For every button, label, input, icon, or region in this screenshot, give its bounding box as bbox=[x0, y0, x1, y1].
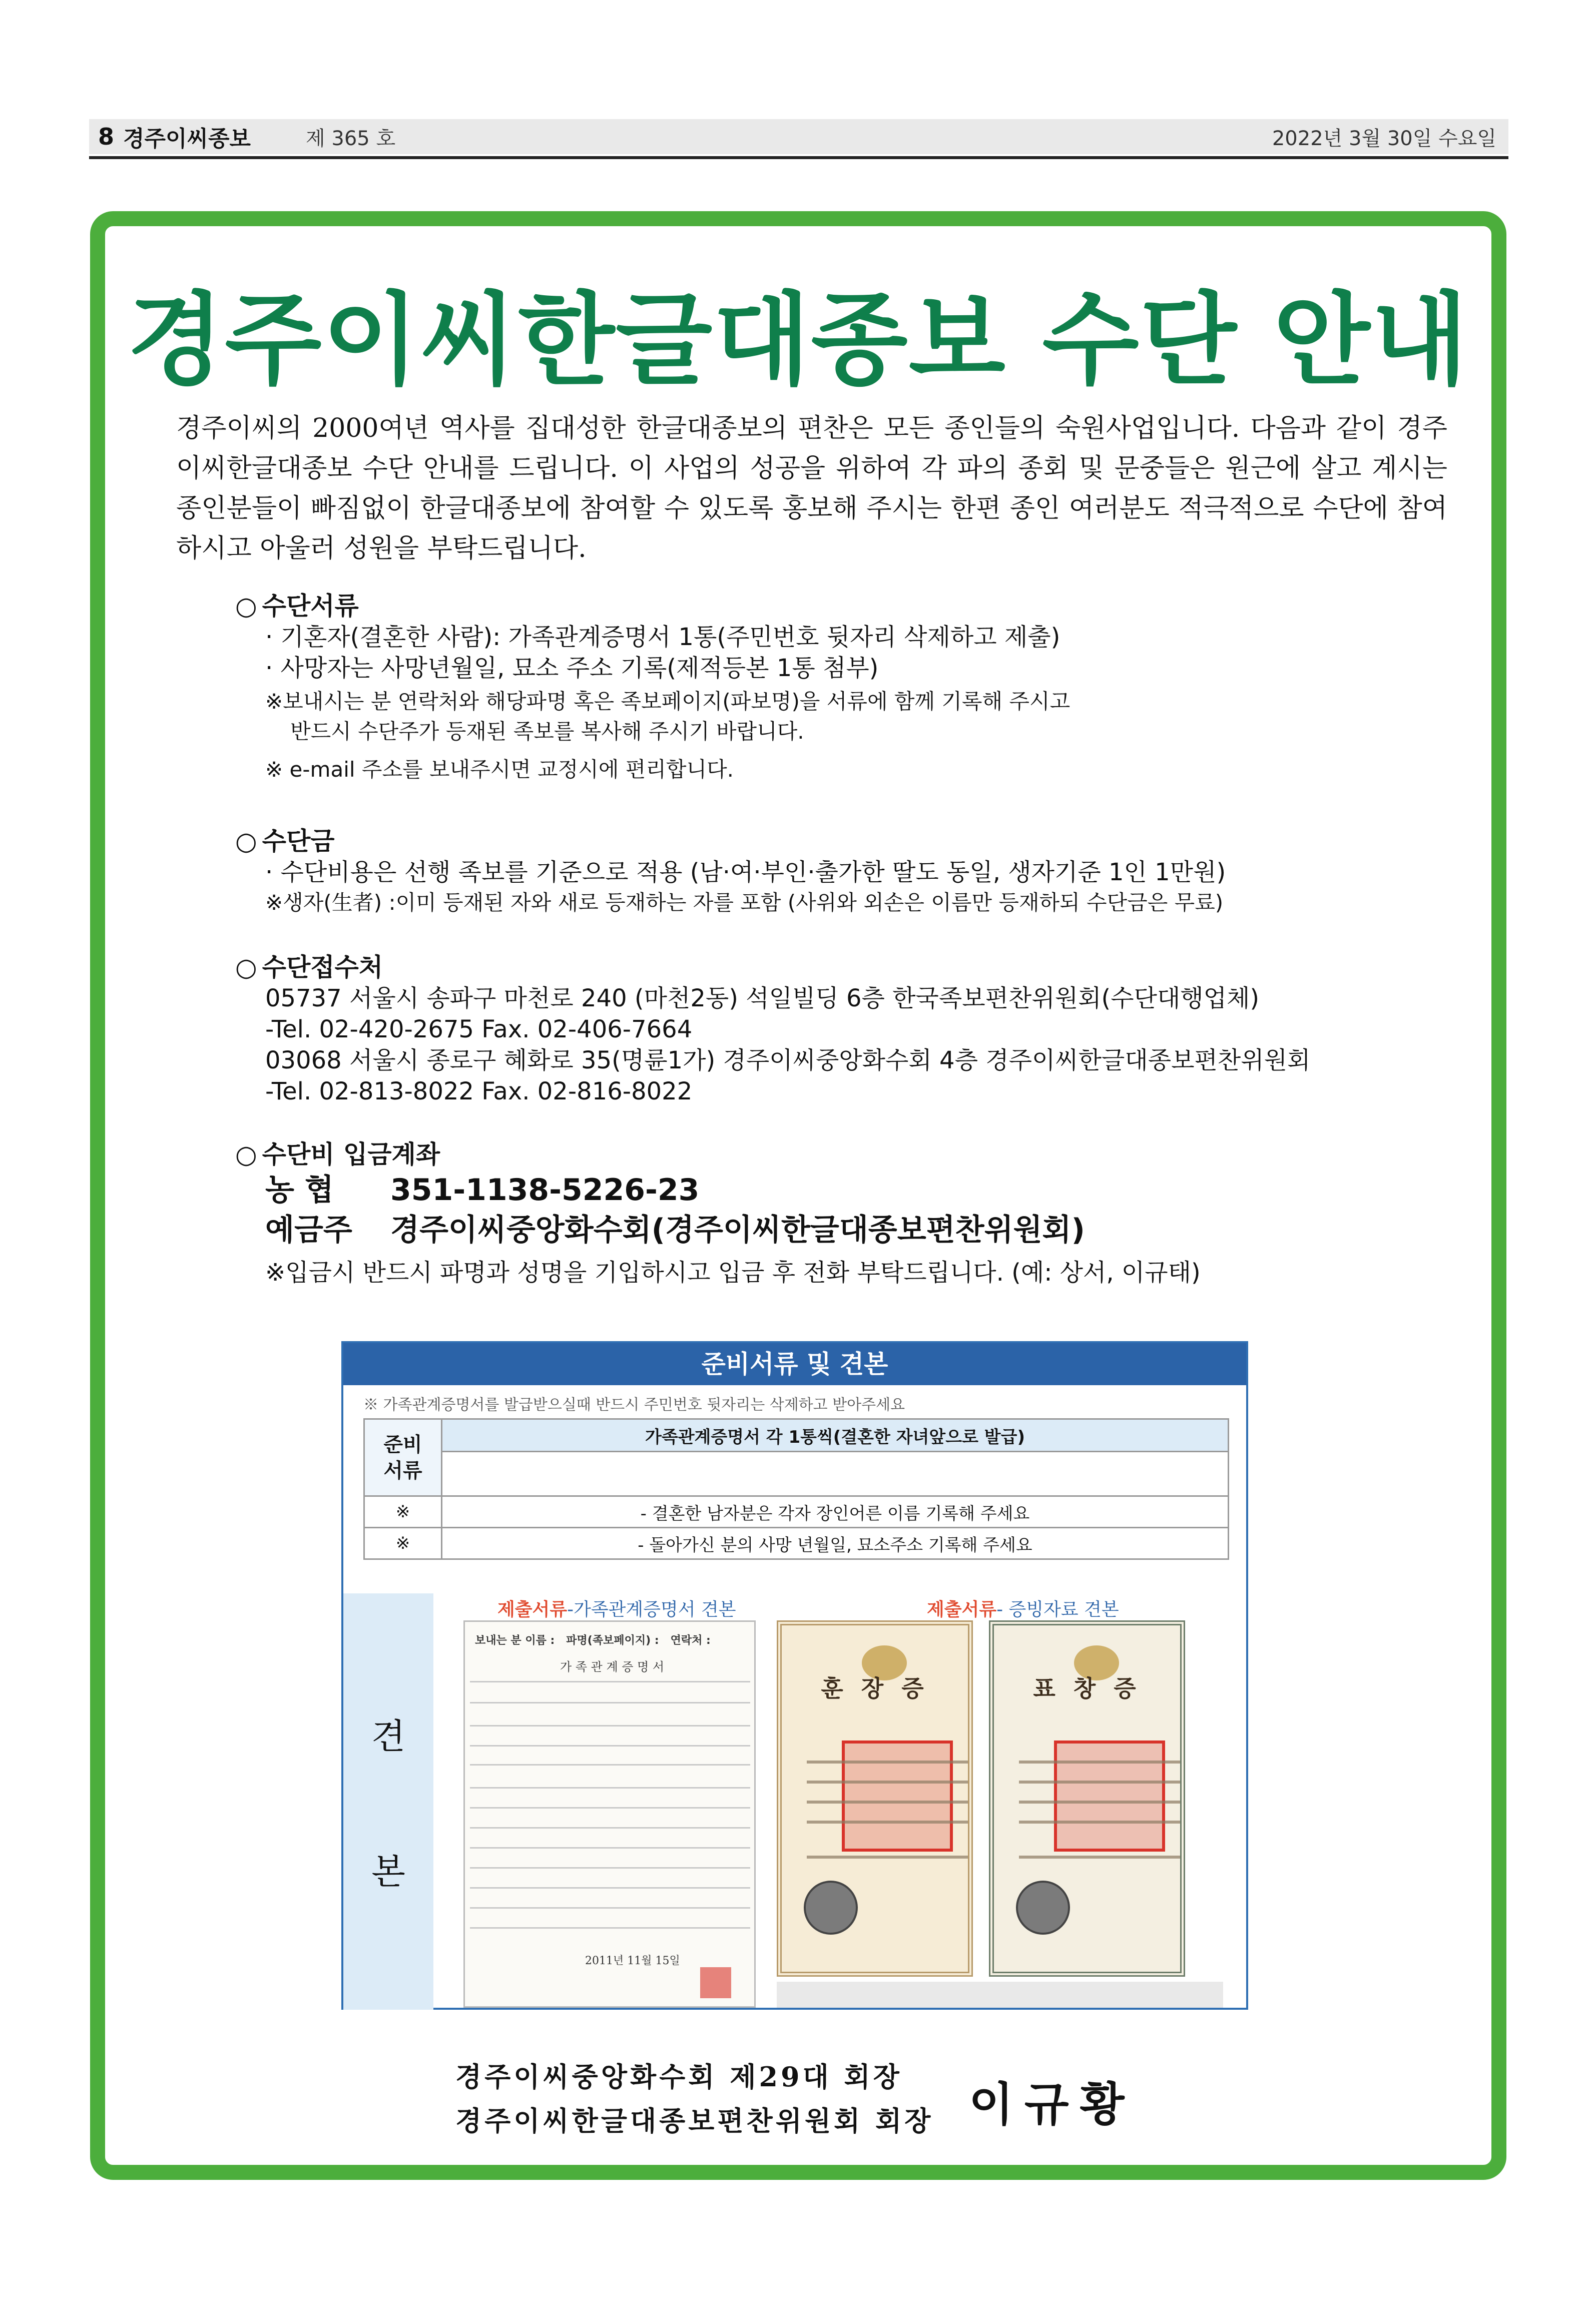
section-line: · 수단비용은 선행 족보를 기준으로 적용 (남·여·부인·출가한 딸도 동일, 생자기준 1인 1만원) bbox=[265, 858, 1226, 886]
phone-line: -Tel. 02-813-8022 Fax. 02-816-8022 bbox=[265, 1077, 693, 1105]
bank-account-row bbox=[235, 1170, 1486, 1210]
red-seal-icon bbox=[700, 1967, 731, 1998]
table-label: 준비 서류 bbox=[364, 1419, 442, 1496]
panel-note: ※ 가족관계증명서를 발급받으실때 반드시 주민번호 뒷자리는 삭제하고 받아주세요 bbox=[363, 1396, 905, 1414]
signature-line: 경주이씨중앙화수회 제29대 회장 bbox=[455, 2061, 902, 2093]
gray-placeholder bbox=[777, 1982, 1223, 2008]
section-fee bbox=[235, 826, 1486, 918]
signature-line: 경주이씨한글대종보편찬위원회 회장 bbox=[455, 2105, 934, 2137]
holder-name: 경주이씨중앙화수회(경주이씨한글대종보편찬위원회) bbox=[390, 1213, 1085, 1248]
bank-label: 농 협 bbox=[265, 1173, 334, 1208]
issue-number: 제 365 호 bbox=[306, 127, 396, 150]
table-row bbox=[364, 1528, 1229, 1559]
newspaper-header bbox=[89, 119, 1508, 154]
red-stamp-icon bbox=[842, 1741, 953, 1852]
red-stamp-icon bbox=[1054, 1741, 1165, 1852]
caption-evidence: 제출서류- 증빙자료 견본 bbox=[927, 1599, 1119, 1620]
section-line: · 기혼자(결혼한 사람): 가족관계증명서 1통(주민번호 뒷자리 삭제하고 제출) bbox=[265, 623, 1060, 651]
article-title: 경주이씨한글대종보 수단 안내 bbox=[127, 282, 1469, 399]
address-line: 03068 서울시 종로구 혜화로 35(명륜1가) 경주이씨중앙화수회 4층 경주이씨한글대종보편찬위원회 bbox=[265, 1046, 1311, 1074]
section-line: · 사망자는 사망년월일, 묘소 주소 기록(제적등본 1통 첨부) bbox=[265, 654, 879, 682]
intro-paragraph: 경주이씨의 2000여년 역사를 집대성한 한글대종보의 편찬은 모든 종인들의 숙원사업입니다. 다음과 같이 경주이씨한글대종보 수단 안내를 드립니다. 이 사업의 성공을 위하여 각 파의 종회 및 문중들은 원근에 살고 계시는 종인분들이 빠짐없이 한글대종보에 참여할 수 있도록 홍보해 주시는 한편 종인 여러분도 적극적으로 수단에 참여하시고 아울러 성원을 부탁드립니다. bbox=[176, 413, 1447, 563]
newspaper-name: 경주이씨종보 bbox=[123, 126, 251, 152]
row-mark: ※ bbox=[364, 1528, 442, 1559]
section-note: ※보내시는 분 연락처와 해당파명 혹은 족보페이지(파보명)을 서류에 함께 기록해 주시고 bbox=[265, 689, 1071, 714]
section-note: 반드시 수단주가 등재된 족보를 복사해 주시기 바랍니다. bbox=[290, 719, 804, 744]
medal-seal-icon bbox=[1016, 1881, 1070, 1935]
issue-date: 2022년 3월 30일 수요일 bbox=[1272, 127, 1496, 150]
address-line: 05737 서울시 송파구 마천로 240 (마천2동) 석일빌딩 6층 한국족보편찬위원회(수단대행업체) bbox=[265, 984, 1260, 1012]
section-heading: ○ 수단비 입금계좌 bbox=[235, 1140, 440, 1169]
section-note: ※ e-mail 주소를 보내주시면 교정시에 편리합니다. bbox=[265, 757, 734, 782]
row-text: - 돌아가신 분의 사망 년월일, 묘소주소 기록해 주세요 bbox=[442, 1528, 1229, 1559]
requirements-table bbox=[363, 1418, 1229, 1560]
circle-bullet-icon: ○ bbox=[235, 1140, 257, 1169]
account-holder-row bbox=[235, 1210, 1486, 1250]
section-office bbox=[235, 952, 1486, 1107]
family-certificate-sample: 보내는 분 이름 : 파명(족보페이지) : 연락처 : 가 족 관 계 증 명 서 2011년 11월 15일 bbox=[463, 1620, 756, 2008]
section-note: ※생자(生者) :이미 등재된 자와 새로 등재하는 자를 포함 (사위와 외손은 이름만 등재하되 수단금은 무료) bbox=[265, 890, 1224, 915]
deposit-note: ※입금시 반드시 파명과 성명을 기입하시고 입금 후 전화 부탁드립니다. (예: 상서, 이규태) bbox=[265, 1259, 1201, 1287]
holder-label: 예금주 bbox=[265, 1213, 352, 1248]
phone-line: -Tel. 02-420-2675 Fax. 02-406-7664 bbox=[265, 1015, 693, 1043]
account-number: 351-1138-5226-23 bbox=[390, 1173, 700, 1208]
header-divider bbox=[89, 156, 1508, 159]
circle-bullet-icon: ○ bbox=[235, 827, 257, 856]
section-account bbox=[235, 1139, 1486, 1288]
sample-panel bbox=[341, 1341, 1248, 2010]
sample-side-label: 견 본 bbox=[343, 1593, 433, 2010]
table-empty-cell bbox=[442, 1452, 1229, 1496]
doc-date: 2011년 11월 15일 bbox=[585, 1955, 680, 1967]
medal-seal-icon bbox=[804, 1881, 858, 1935]
section-documents bbox=[235, 591, 1486, 785]
circle-bullet-icon: ○ bbox=[235, 953, 257, 982]
section-heading: ○ 수단서류 bbox=[235, 592, 359, 621]
section-heading: ○ 수단금 bbox=[235, 827, 335, 856]
signature-titles bbox=[455, 2055, 933, 2143]
certificate-sample-right: 표 창 증 bbox=[989, 1620, 1185, 1977]
page-number: 8 bbox=[98, 123, 115, 150]
section-heading: ○ 수단접수처 bbox=[235, 953, 383, 982]
table-header: 가족관계증명서 각 1통씩(결혼한 자녀앞으로 발급) bbox=[442, 1419, 1229, 1452]
circle-bullet-icon: ○ bbox=[235, 592, 257, 621]
row-text: - 결혼한 남자분은 각자 장인어른 이름 기록해 주세요 bbox=[442, 1496, 1229, 1528]
doc-title: 가 족 관 계 증 명 서 bbox=[560, 1660, 665, 1674]
panel-title: 준비서류 및 견본 bbox=[343, 1343, 1246, 1385]
row-mark: ※ bbox=[364, 1496, 442, 1528]
president-name: 이규황 bbox=[969, 2077, 1136, 2131]
caption-family-certificate: 제출서류-가족관계증명서 견본 bbox=[497, 1599, 736, 1620]
certificate-sample-left: 훈 장 증 bbox=[777, 1620, 973, 1977]
table-row bbox=[364, 1496, 1229, 1528]
